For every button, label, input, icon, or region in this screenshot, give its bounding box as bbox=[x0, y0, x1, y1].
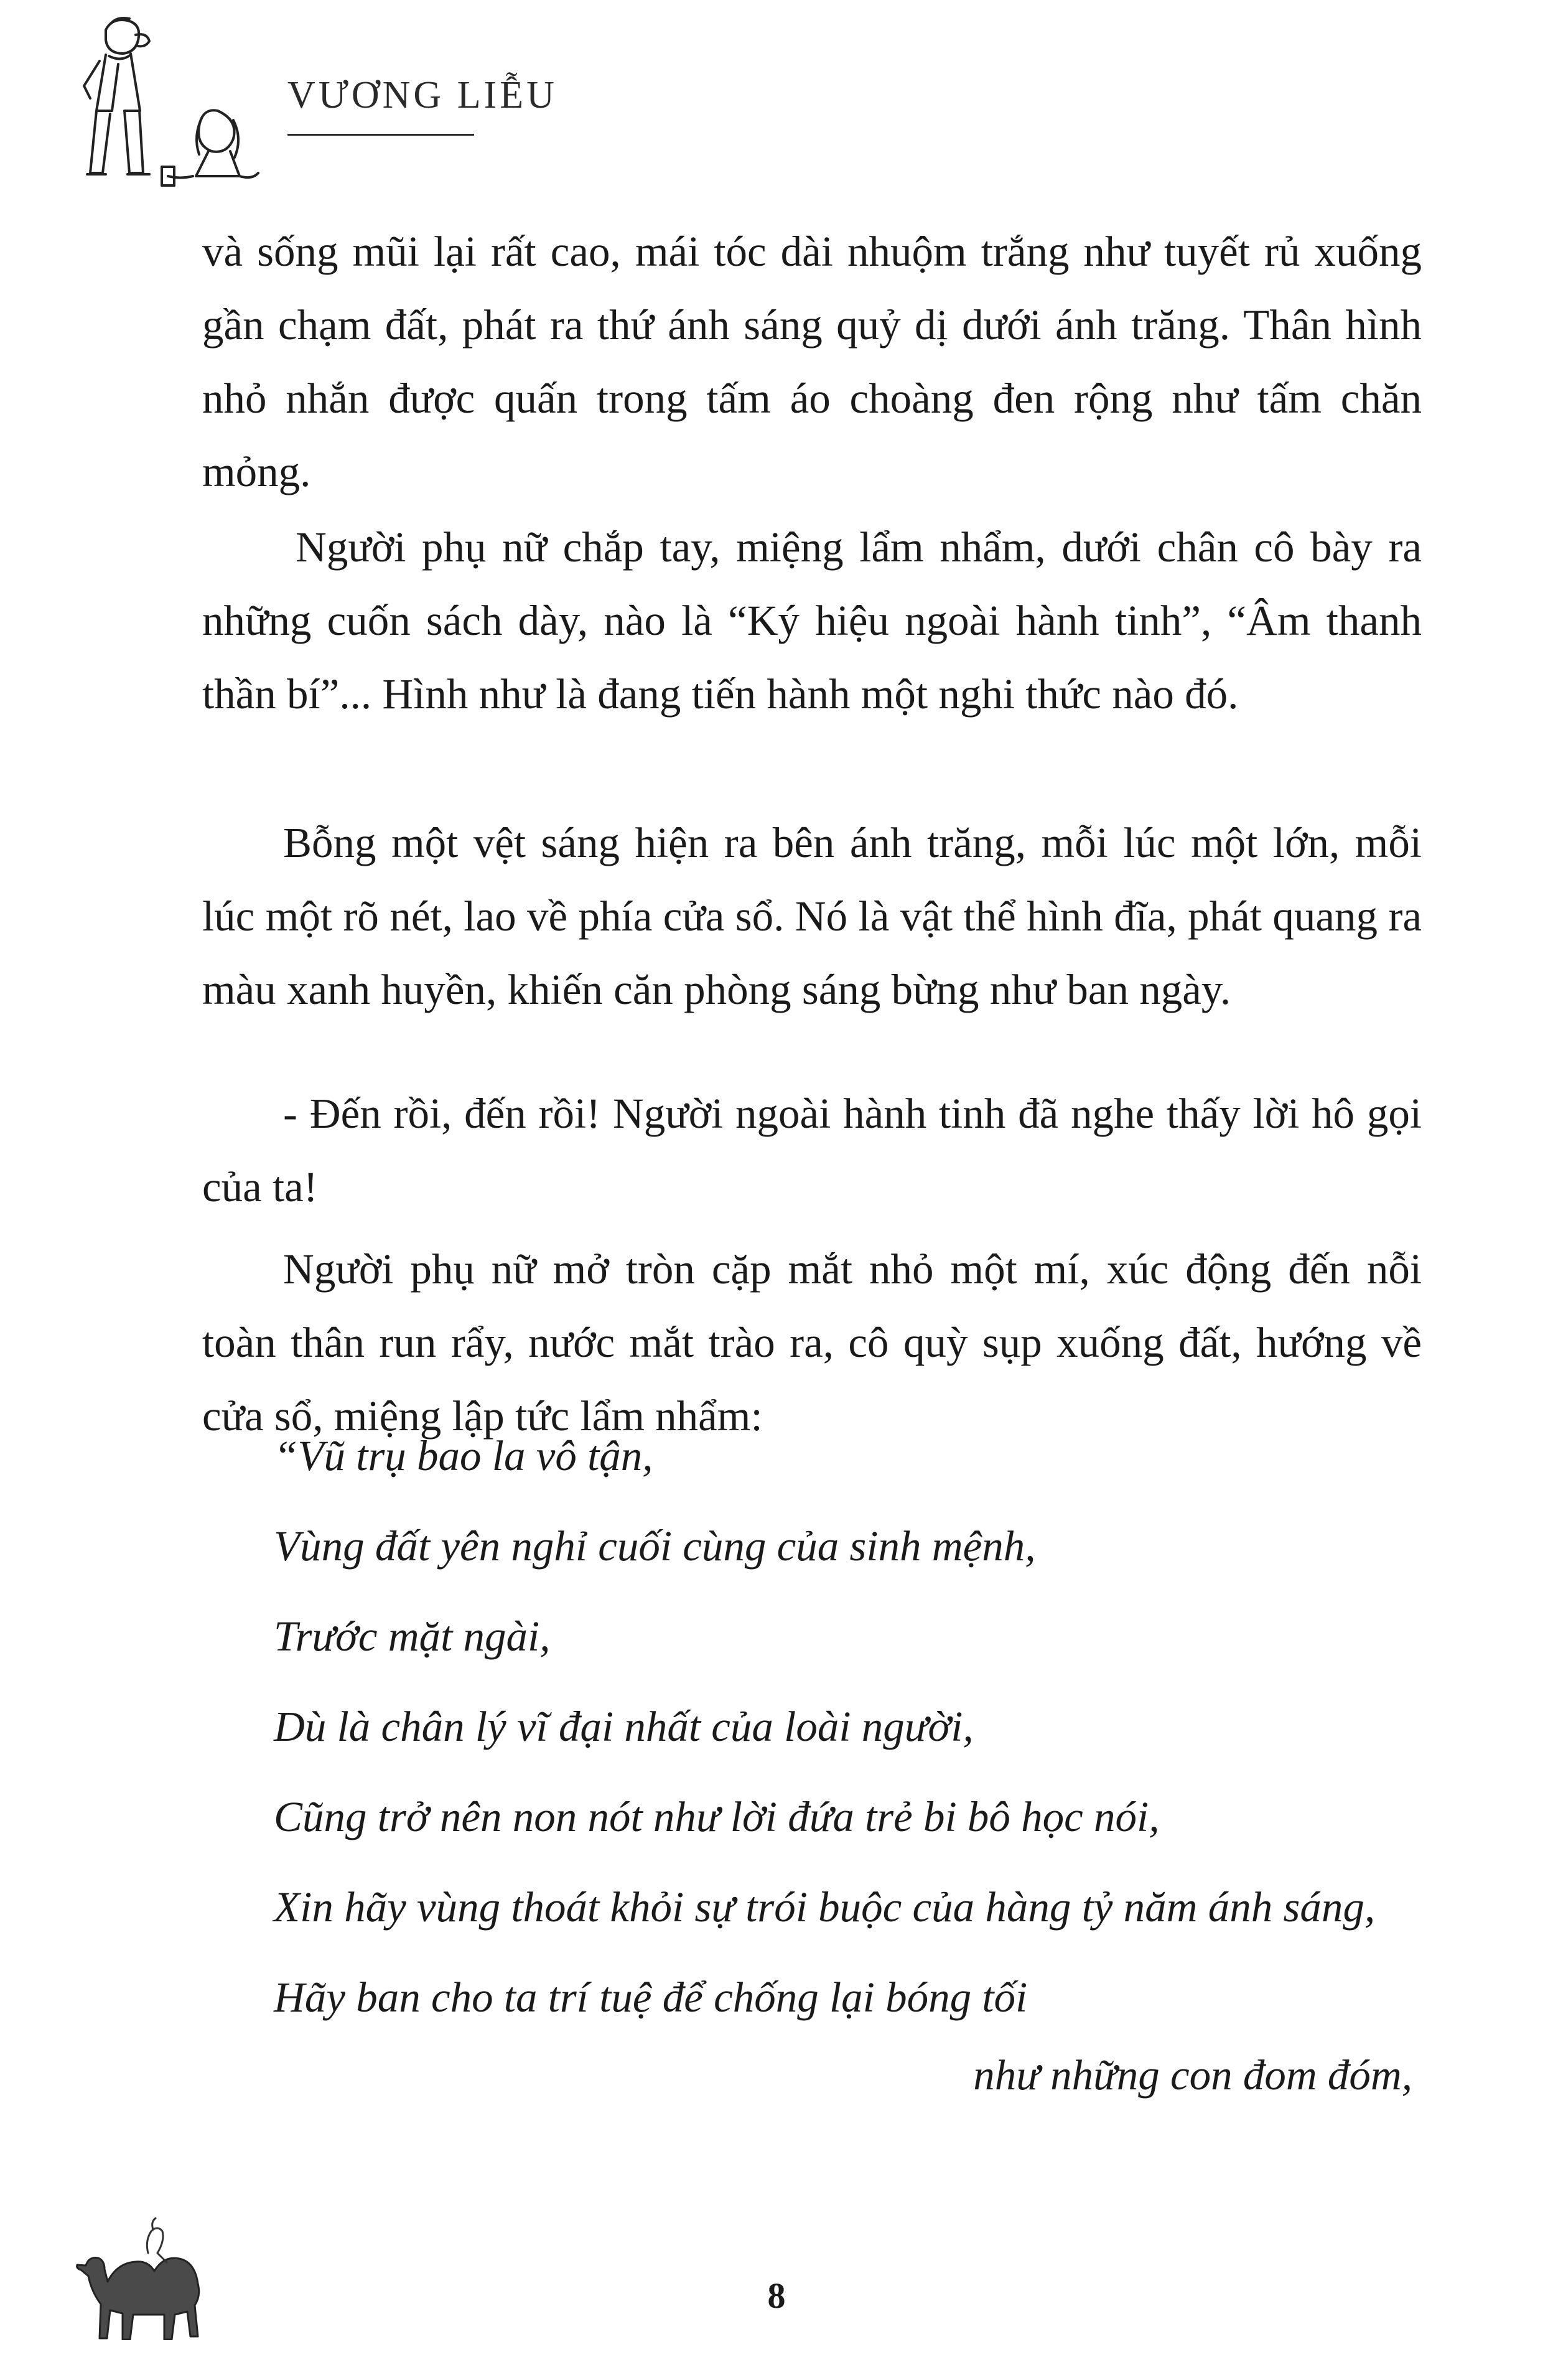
poem-line: Vùng đất yên nghỉ cuối cùng của sinh mệnh, bbox=[274, 1522, 1036, 1570]
paragraph-3-block bbox=[202, 806, 1422, 1026]
running-head: VƯƠNG LIỄU bbox=[287, 74, 557, 116]
paragraph: - Đến rồi, đến rồi! Người ngoài hành tinh đã nghe thấy lời hô gọi của ta! bbox=[202, 1090, 1422, 1211]
paragraph: Bỗng một vệt sáng hiện ra bên ánh trăng, mỗi lúc một lớn, mỗi lúc một rõ nét, lao về phía cửa sổ. Nó là vật thể hình đĩa, phát quang ra màu xanh huyền, khiến căn phòng sáng bừng như ban ngày. bbox=[202, 819, 1422, 1013]
paragraph-2-block bbox=[202, 510, 1422, 731]
poem-line: Dù là chân lý vĩ đại nhất của loài người, bbox=[274, 1703, 974, 1750]
paragraph-1-block bbox=[202, 215, 1422, 508]
poem-line: Trước mặt ngài, bbox=[274, 1613, 551, 1660]
paragraph-4-block bbox=[202, 1077, 1422, 1224]
boy-and-girl-illustration-icon bbox=[62, 11, 268, 198]
paragraph: Người phụ nữ chắp tay, miệng lẩm nhẩm, dưới chân cô bày ra những cuốn sách dày, nào là “Ký hiệu ngoài hành tinh”, “Âm thanh thần bí”... Hình như là đang tiến hành một nghi thức nào đó. bbox=[202, 523, 1422, 718]
running-head-rule bbox=[287, 134, 474, 136]
camel-rider-illustration-icon bbox=[73, 2216, 235, 2340]
poem-line: “Vũ trụ bao la vô tận, bbox=[274, 1432, 653, 1479]
paragraph: Người phụ nữ mở tròn cặp mắt nhỏ một mí, xúc động đến nỗi toàn thân run rẩy, nước mắt trào ra, cô quỳ sụp xuống đất, hướng về cửa sổ, miệng lập tức lẩm nhẩm: bbox=[202, 1245, 1422, 1440]
poem-line: Xin hãy vùng thoát khỏi sự trói buộc của hàng tỷ năm ánh sáng, bbox=[274, 1883, 1376, 1931]
paragraph: và sống mũi lại rất cao, mái tóc dài nhuộm trắng như tuyết rủ xuống gần chạm đất, phát ra thứ ánh sáng quỷ dị dưới ánh trăng. Thân hình nhỏ nhắn được quấn trong tấm áo choàng đen rộng như tấm chăn mỏng. bbox=[202, 228, 1422, 495]
poem-line: Cũng trở nên non nót như lời đứa trẻ bi bô học nói, bbox=[274, 1793, 1160, 1840]
poem-line: như những con đom đóm, bbox=[973, 2051, 1412, 2099]
page-number: 8 bbox=[767, 2275, 786, 2316]
paragraph-5-block bbox=[202, 1232, 1422, 1453]
poem-line: Hãy ban cho ta trí tuệ để chống lại bóng tối bbox=[274, 1974, 1028, 2021]
